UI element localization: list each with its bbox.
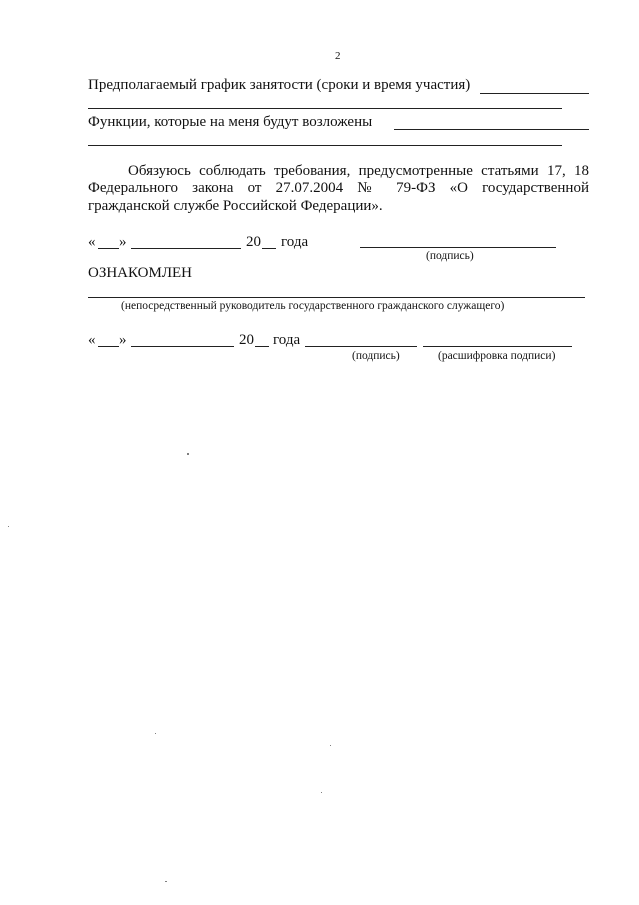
- year-suffix-2: года: [273, 332, 301, 348]
- scan-speck: [187, 453, 189, 455]
- schedule-label: Предполагаемый график занятости (сроки и время участия): [88, 77, 471, 93]
- functions-fill-line-2: [88, 145, 562, 146]
- date-quote-open: «: [88, 234, 96, 250]
- scan-speck: [8, 526, 9, 527]
- date-quote-close-2: »: [119, 332, 127, 348]
- functions-fill-line: [394, 129, 589, 130]
- year-fill-line: [262, 248, 276, 249]
- signature-line: [360, 247, 556, 248]
- schedule-fill-line-2: [88, 108, 562, 109]
- month-fill-line-2: [131, 346, 234, 347]
- year-prefix: 20: [246, 234, 261, 250]
- scan-speck: [165, 881, 167, 882]
- day-fill-line-2: [98, 346, 119, 347]
- year-prefix-2: 20: [239, 332, 254, 348]
- schedule-fill-line: [480, 93, 589, 94]
- signature-line-2: [305, 346, 417, 347]
- scan-speck: [321, 792, 322, 793]
- obligation-line-1: Обязуюсь соблюдать требования, предусмотренные статьями 17, 18: [128, 163, 589, 179]
- page-number: 2: [335, 50, 341, 62]
- year-suffix: года: [281, 234, 309, 250]
- day-fill-line: [98, 248, 119, 249]
- month-fill-line: [131, 248, 241, 249]
- decryption-caption: (расшифровка подписи): [438, 350, 556, 362]
- acquainted-heading: ОЗНАКОМЛЕН: [88, 265, 192, 281]
- obligation-line-3: гражданской службе Российской Федерации».: [88, 198, 383, 214]
- year-fill-line-2: [255, 346, 269, 347]
- scan-speck: [155, 733, 156, 734]
- decryption-line: [423, 346, 572, 347]
- scan-speck: [330, 745, 331, 746]
- supervisor-caption: (непосредственный руководитель государственного гражданского служащего): [121, 300, 505, 312]
- obligation-line-2: Федерального закона от 27.07.2004 № 79-ФЗ «О государственной: [88, 180, 589, 196]
- signature-caption: (подпись): [426, 250, 474, 262]
- supervisor-fill-line: [88, 297, 585, 298]
- date-quote-close: »: [119, 234, 127, 250]
- functions-label: Функции, которые на меня будут возложены: [88, 114, 373, 130]
- date-quote-open-2: «: [88, 332, 96, 348]
- signature-caption-2: (подпись): [352, 350, 400, 362]
